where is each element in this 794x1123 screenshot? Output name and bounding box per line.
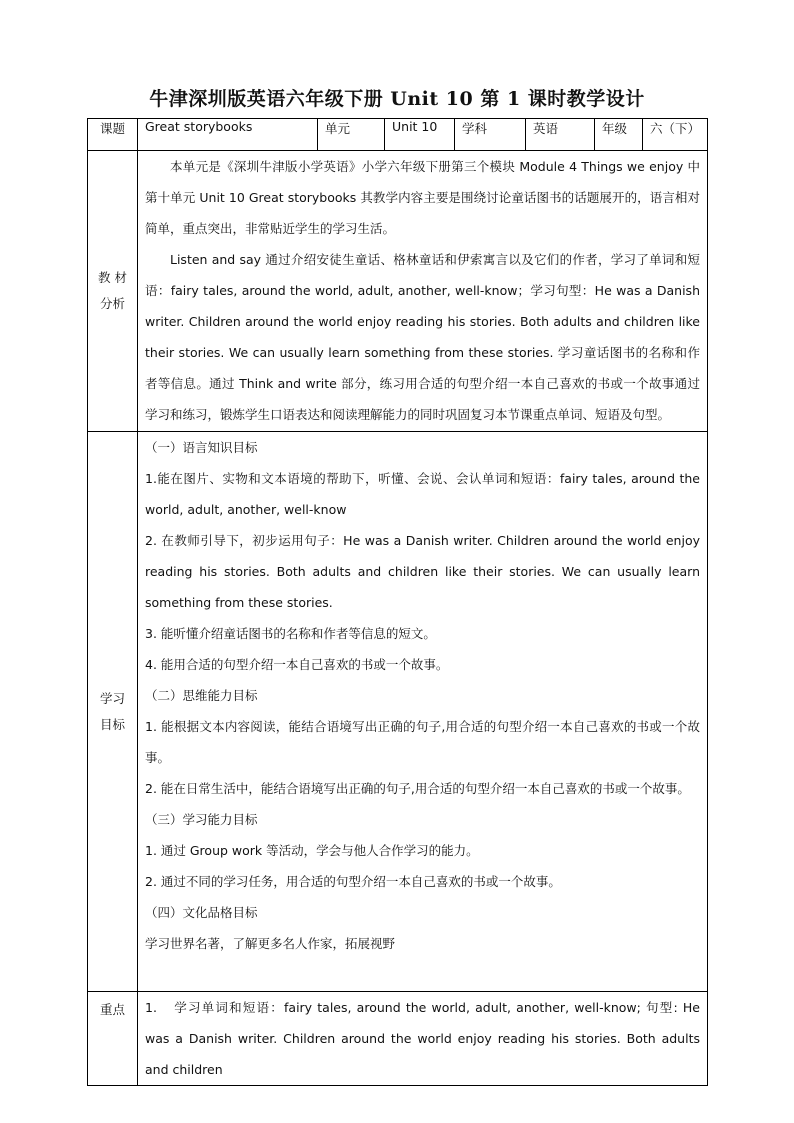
analysis-paragraph-2: Listen and say 通过介绍安徒生童话、格林童话和伊索寓言以及它们的作者，学习了单词和短语：fairy tales, around the world, adult, another, well-know；学习句型：He was a Danish writer. Children around the world enjoy reading his stories. Both adults and children like their stories. We can usually learn something from these stories. 学习童话图书的名称和作者等信息。通过 Think and write 部分，练习用合适的句型介绍一本自己喜欢的书或一个故事通过学习和练习，锻炼学生口语表达和阅读理解能力的同时巩固复习本节课重点单词、短语及句型。 <box>145 252 700 422</box>
analysis-label-line1: 教 材 <box>98 270 127 285</box>
key-points-label: 重点 <box>88 992 138 1086</box>
topic-label: 课题 <box>88 119 138 151</box>
objective-heading-thinking: （二）思维能力目标 <box>145 688 258 703</box>
key-point-item <box>145 992 700 1085</box>
objectives-label-line2: 目标 <box>99 716 125 732</box>
analysis-label-line2: 分析 <box>99 296 125 311</box>
objective-item: 2. 在教师引导下，初步运用句子：He was a Danish writer. Children around the world enjoy reading his stories. Both adults and children like their stories. We can usually learn something from these stories. <box>145 533 700 610</box>
objectives-content <box>138 432 708 992</box>
unit-label: 单元 <box>318 119 385 151</box>
objectives-row <box>88 432 708 992</box>
document-title: 牛津深圳版英语六年级下册 Unit 10 第 1 课时教学设计 <box>149 88 645 110</box>
grade-label: 年级 <box>595 119 643 151</box>
analysis-label <box>88 151 138 432</box>
topic-value: Great storybooks <box>138 119 318 151</box>
key-point-text: 学习单词和短语：fairy tales, around the world, adult, another, well-know; 句型: He was a Danish writer. Children around the world enjoy reading his stories. Both adults and children <box>145 1000 700 1077</box>
objective-item: 2. 能在日常生活中，能结合语境写出正确的句子,用合适的句型介绍一本自己喜欢的书或一个故事。 <box>145 781 690 796</box>
subject-label: 学科 <box>455 119 526 151</box>
unit-value: Unit 10 <box>385 119 455 151</box>
objective-item: 学习世界名著，了解更多名人作家，拓展视野 <box>145 936 396 951</box>
analysis-row <box>88 151 708 432</box>
objective-item: 3. 能听懂介绍童话图书的名称和作者等信息的短文。 <box>145 626 436 641</box>
lesson-plan-table <box>87 118 708 1086</box>
objectives-label <box>88 432 138 992</box>
objective-item: 4. 能用合适的句型介绍一本自己喜欢的书或一个故事。 <box>145 657 449 672</box>
objective-heading-language: （一）语言知识目标 <box>145 440 258 455</box>
subject-value: 英语 <box>526 119 595 151</box>
header-row <box>88 119 708 151</box>
objective-heading-learning: （三）学习能力目标 <box>145 812 258 827</box>
objective-item: 2. 通过不同的学习任务，用合适的句型介绍一本自己喜欢的书或一个故事。 <box>145 874 561 889</box>
analysis-paragraph-1: 本单元是《深圳牛津版小学英语》小学六年级下册第三个模块 Module 4 Things we enjoy 中第十单元 Unit 10 Great storybooks 其教学内容主要是围绕讨论童话图书的话题展开的，语言相对简单，重点突出，非常贴近学生的学习生活。 <box>145 159 700 236</box>
objective-item: 1.能在图片、实物和文本语境的帮助下，听懂、会说、会认单词和短语：fairy tales, around the world, adult, another, well-know <box>145 471 700 517</box>
objectives-label-line1: 学习 <box>99 690 125 706</box>
grade-value: 六（下） <box>643 119 708 151</box>
analysis-content <box>138 151 708 432</box>
objective-item: 1. 能根据文本内容阅读，能结合语境写出正确的句子,用合适的句型介绍一本自己喜欢的书或一个故事。 <box>145 719 700 765</box>
key-points-content <box>138 992 708 1086</box>
key-point-number: 1. <box>145 1000 157 1015</box>
objective-heading-culture: （四）文化品格目标 <box>145 905 258 920</box>
key-points-row <box>88 992 708 1086</box>
objective-item: 1. 通过 Group work 等活动，学会与他人合作学习的能力。 <box>145 843 479 858</box>
